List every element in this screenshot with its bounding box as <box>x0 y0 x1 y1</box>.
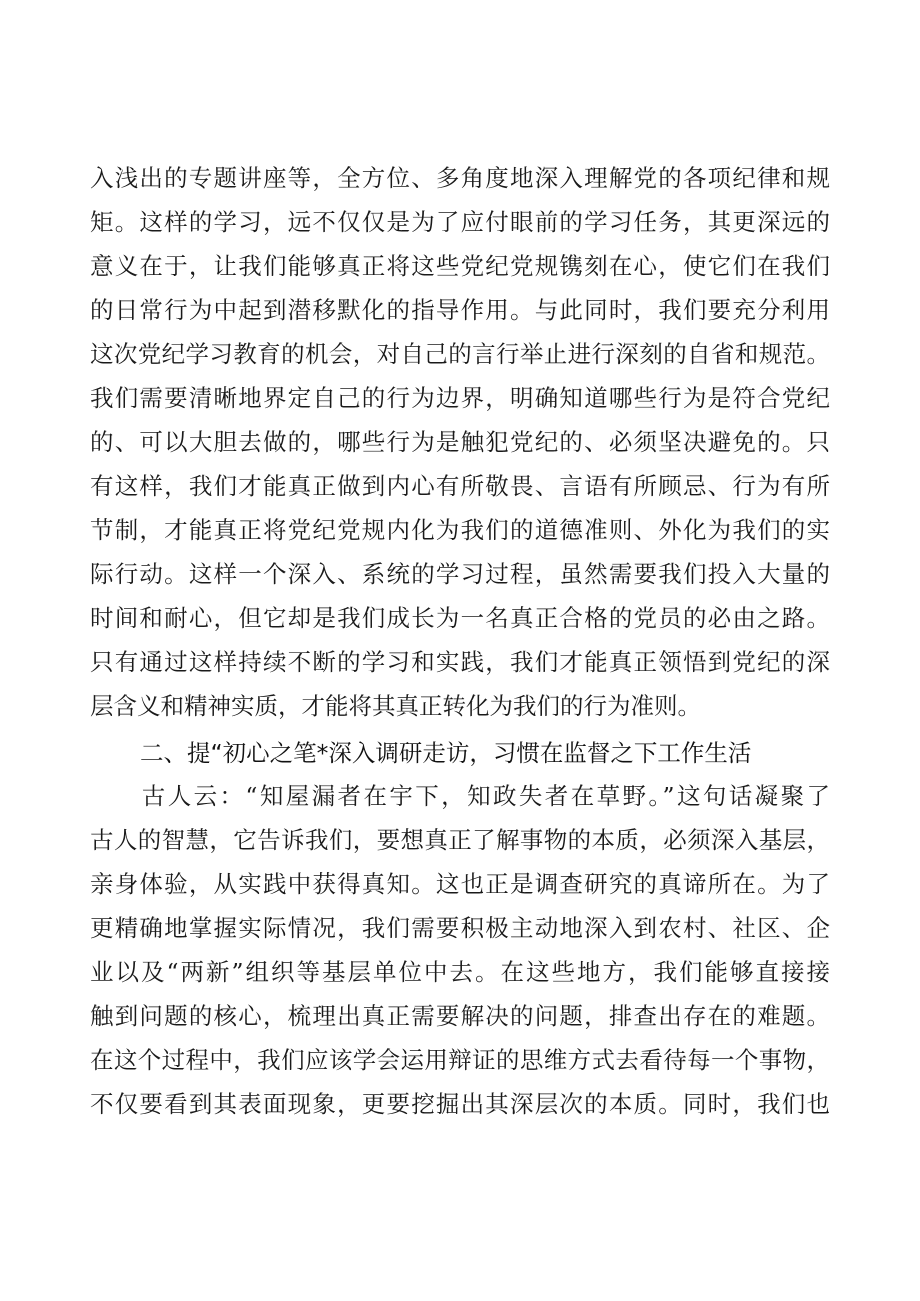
section-heading: 二、提“初心之笔*深入调研走访，习惯在监督之下工作生活 <box>140 739 752 767</box>
paragraph-line: 亲身体验，从实践中获得真知。这也正是调查研究的真谛所在。为了 <box>90 870 830 898</box>
paragraph-line: 节制，才能真正将党纪党规内化为我们的道德准则、外化为我们的实 <box>90 516 830 544</box>
paragraph-line: 层含义和精神实质，才能将其真正转化为我们的行为准则。 <box>90 692 701 720</box>
paragraph-line: 入浅出的专题讲座等，全方位、多角度地深入理解党的各项纪律和规 <box>90 164 830 192</box>
paragraph-line: 触到问题的核心，梳理出真正需要解决的问题，排查出存在的难题。 <box>90 1002 830 1030</box>
paragraph-line: 的、可以大胆去做的，哪些行为是触犯党纪的、必须坚决避免的。只 <box>90 428 830 456</box>
paragraph-line: 在这个过程中，我们应该学会运用辩证的思维方式去看待每一个事物， <box>90 1046 830 1074</box>
paragraph-line: 的日常行为中起到潜移默化的指导作用。与此同时，我们要充分利用 <box>90 296 830 324</box>
paragraph-line: 意义在于，让我们能够真正将这些党纪党规镌刻在心，使它们在我们 <box>90 252 830 280</box>
paragraph-line: 古人云：“知屋漏者在宇下，知政失者在草野。”这句话凝聚了 <box>90 782 830 810</box>
paragraph-line: 矩。这样的学习，远不仅仅是为了应付眼前的学习任务，其更深远的 <box>90 208 830 236</box>
paragraph-line: 我们需要清晰地界定自己的行为边界，明确知道哪些行为是符合党纪 <box>90 384 830 412</box>
paragraph-line: 不仅要看到其表面现象，更要挖掘出其深层次的本质。同时，我们也 <box>90 1090 830 1118</box>
paragraph-line: 际行动。这样一个深入、系统的学习过程，虽然需要我们投入大量的 <box>90 560 830 588</box>
paragraph-line: 只有通过这样持续不断的学习和实践，我们才能真正领悟到党纪的深 <box>90 648 830 676</box>
paragraph-line: 这次党纪学习教育的机会，对自己的言行举止进行深刻的自省和规范。 <box>90 340 830 368</box>
paragraph-line: 古人的智慧，它告诉我们，要想真正了解事物的本质，必须深入基层， <box>90 826 830 854</box>
paragraph-line: 业以及“两新”组织等基层单位中去。在这些地方，我们能够直接接 <box>90 958 830 986</box>
paragraph-line: 有这样，我们才能真正做到内心有所敬畏、言语有所顾忌、行为有所 <box>90 472 830 500</box>
paragraph-line: 时间和耐心，但它却是我们成长为一名真正合格的党员的必由之路。 <box>90 604 830 632</box>
paragraph-line: 更精确地掌握实际情况，我们需要积极主动地深入到农村、社区、企 <box>90 914 830 942</box>
